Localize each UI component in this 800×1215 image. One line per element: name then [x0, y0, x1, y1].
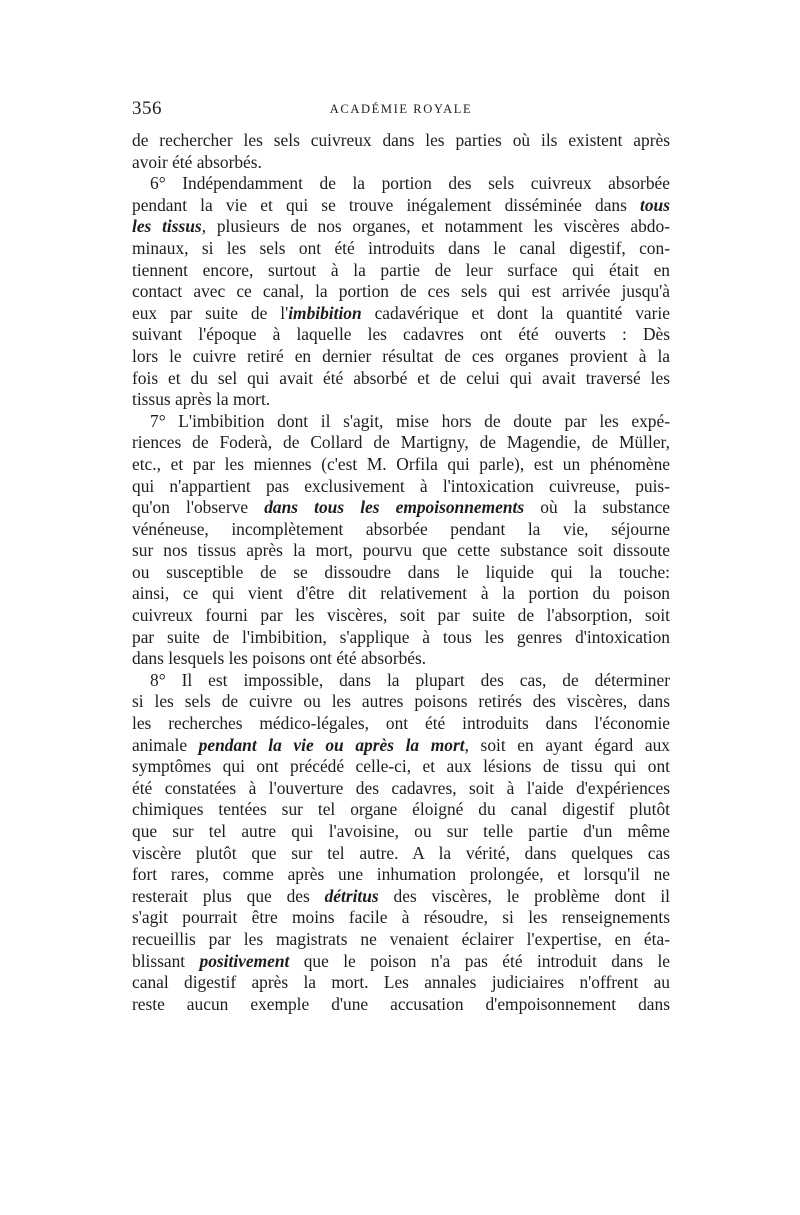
text-line: riences de Foderà, de Collard de Martigny, de Magendie, de Müller,	[132, 432, 670, 453]
text-line: qu'on l'observe dans tous les empoisonnements où la substance	[132, 497, 670, 518]
emphasis: imbibition	[288, 302, 362, 323]
text-line: canal digestif après la mort. Les annales judiciaires n'offrent au	[132, 972, 670, 993]
text-line: s'agit pourrait être moins facile à résoudre, si les renseignements	[132, 907, 670, 928]
text-line: qui n'appartient pas exclusivement à l'intoxication cuivreuse, puis-	[132, 475, 670, 496]
text-line: ou susceptible de se dissoudre dans le liquide qui la touche:	[132, 561, 670, 582]
document-page	[132, 98, 670, 1015]
body-text	[132, 130, 670, 1015]
paragraph-7-start: 7° L'imbibition dont il s'agit, mise hors de doute par les expé-	[150, 410, 670, 431]
text-line: les recherches médico-légales, ont été introduits dans l'économie	[132, 713, 670, 734]
text-line: resterait plus que des détritus des viscères, le problème dont il	[132, 885, 670, 906]
text-line: viscère plutôt que sur tel autre. A la vérité, dans quelques cas	[132, 842, 670, 863]
page-header	[132, 98, 670, 130]
text-line: suivant l'époque à laquelle les cadavres ont été ouverts : Dès	[132, 324, 670, 345]
text-line: si les sels de cuivre ou les autres poisons retirés des viscères, dans	[132, 691, 670, 712]
text-line: lors le cuivre retiré en dernier résultat de ces organes provient à la	[132, 345, 670, 366]
emphasis: pendant la vie ou après la mort	[198, 734, 465, 755]
paragraph-6-start: 6° Indépendamment de la portion des sels cuivreux absorbée	[150, 173, 670, 194]
text-line: fois et du sel qui avait été absorbé et de celui qui avait traversé les	[132, 367, 670, 388]
text-line: avoir été absorbés.	[132, 151, 262, 172]
text-line: de rechercher les sels cuivreux dans les parties où ils existent après	[132, 130, 670, 150]
page-number: 356	[132, 98, 162, 119]
text-line: contact avec ce canal, la portion de ces sels qui est arrivée jusqu'à	[132, 281, 670, 302]
text-line: les tissus, plusieurs de nos organes, et notamment les viscères abdo-	[132, 216, 670, 237]
text-line: pendant la vie et qui se trouve inégalement disséminée dans tous	[132, 194, 670, 215]
text-line: minaux, si les sels ont été introduits dans le canal digestif, con-	[132, 237, 670, 258]
paragraph-8-start: 8° Il est impossible, dans la plupart des cas, de déterminer	[150, 669, 670, 690]
emphasis: les tissus	[132, 216, 202, 237]
text-line: fort rares, comme après une inhumation prolongée, et lorsqu'il ne	[132, 864, 670, 885]
text-line: eux par suite de l'imbibition cadavérique et dont la quantité varie	[132, 302, 670, 323]
text-line: reste aucun exemple d'une accusation d'empoisonnement dans	[132, 993, 670, 1014]
text-line: tissus après la mort.	[132, 389, 271, 410]
text-line: animale pendant la vie ou après la mort, soit en ayant égard aux	[132, 734, 670, 755]
emphasis: dans tous les empoisonnements	[264, 497, 525, 518]
text-line: etc., et par les miennes (c'est M. Orfila qui parle), est un phénomène	[132, 453, 670, 474]
text-line: recueillis par les magistrats ne venaient éclairer l'expertise, en éta-	[132, 928, 670, 949]
running-head: ACADÉMIE ROYALE	[329, 102, 473, 116]
emphasis: positivement	[199, 950, 290, 971]
text-line: vénéneuse, incomplètement absorbée pendant la vie, séjourne	[132, 518, 670, 539]
text-line: chimiques tentées sur tel organe éloigné du canal digestif plutôt	[132, 799, 670, 820]
text-line: été constatées à l'ouverture des cadavres, soit à l'aide d'expériences	[132, 777, 670, 798]
text-line: que sur tel autre qui l'avoisine, ou sur telle partie d'un même	[132, 821, 670, 841]
text-line: blissant positivement que le poison n'a pas été introduit dans le	[132, 950, 670, 971]
emphasis: tous	[640, 194, 670, 215]
text-line: dans lesquels les poisons ont été absorbés.	[132, 648, 427, 669]
text-line: cuivreux fourni par les viscères, soit par suite de l'absorption, soit	[132, 605, 670, 626]
text-line: symptômes qui ont précédé celle-ci, et aux lésions de tissu qui ont	[132, 756, 670, 777]
emphasis: détritus	[324, 885, 379, 906]
text-line: ainsi, ce qui vient d'être dit relativement à la portion du poison	[132, 583, 670, 604]
text-line: tiennent encore, surtout à la partie de leur surface qui était en	[132, 259, 670, 280]
text-line: sur nos tissus après la mort, pourvu que cette substance soit dissoute	[132, 540, 670, 561]
text-line: par suite de l'imbibition, s'applique à tous les genres d'intoxication	[132, 626, 670, 647]
